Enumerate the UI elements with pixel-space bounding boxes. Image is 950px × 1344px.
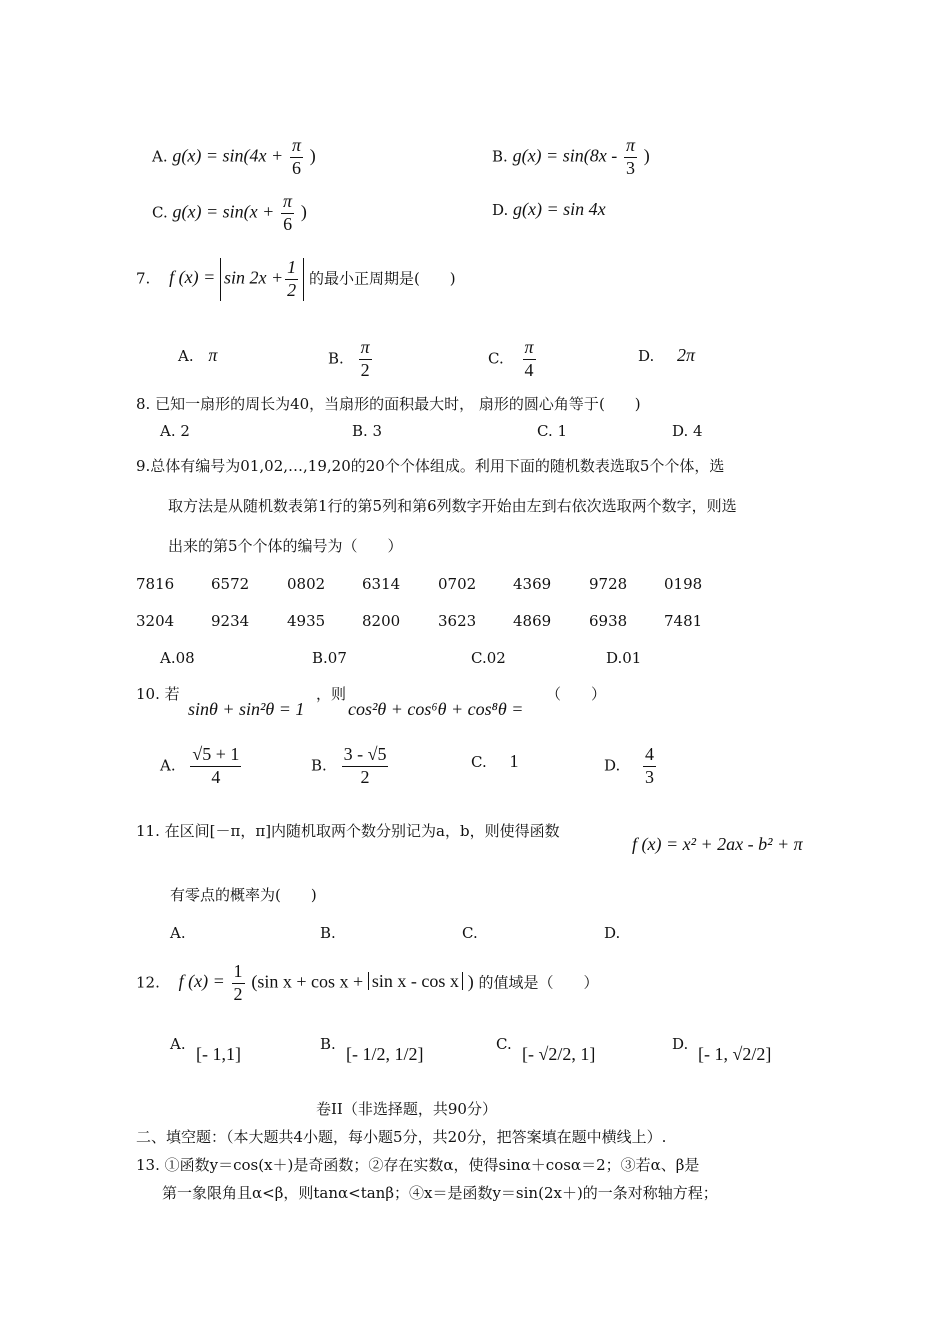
math-expr: (sin x + cos x +: [251, 971, 364, 992]
numerator: 1: [285, 258, 298, 280]
numerator: 3 - √5: [342, 745, 389, 767]
table-cell: 4369: [513, 575, 552, 593]
q12-option-b-value: [- 1/2, 1/2]: [346, 1044, 424, 1064]
q6-option-c: [152, 192, 307, 235]
denominator: 3: [645, 766, 655, 787]
math-expr: g(x) = sin(x +: [172, 201, 275, 222]
q9-stem-line2: 取方法是从随机数表第1行的第5列和第6列数字开始由左到右依次选取两个数字，则选: [168, 497, 737, 515]
table-cell: 7481: [664, 612, 703, 630]
numerator: π: [281, 192, 294, 214]
table-cell: 4869: [513, 612, 552, 630]
q11-option-d: D.: [604, 924, 621, 942]
option-label: C.: [471, 753, 487, 771]
q7-option-a: [178, 346, 217, 364]
denominator: 2: [287, 279, 297, 300]
absolute-value: sin x - cos x: [368, 972, 463, 990]
section-heading: 二、填空题：（本大题共4小题，每小题5分，共20分，把答案填在题中横线上）.: [136, 1128, 667, 1146]
q8-option-c: C. 1: [537, 422, 568, 440]
math-expr: sin 2x +: [224, 267, 284, 288]
fraction: [285, 258, 298, 301]
q7-option-d: [638, 346, 695, 364]
option-label: A.: [160, 756, 176, 775]
denominator: 2: [360, 766, 370, 787]
table-cell: 9234: [211, 612, 250, 630]
q10-expression: cos²θ + cos⁶θ + cos⁸θ =: [348, 699, 524, 719]
denominator: 6: [291, 157, 301, 178]
q12-option-c-label: C.: [496, 1035, 512, 1053]
option-label: D.: [492, 201, 509, 219]
q10-number: 10. 若: [136, 685, 180, 703]
q12-option-d-label: D.: [672, 1035, 689, 1053]
table-cell: 0802: [287, 575, 326, 593]
question-text: 的值域是（ ）: [478, 973, 599, 992]
q10-option-b: [311, 745, 390, 788]
fraction: [624, 136, 637, 179]
q10-option-a: [160, 745, 243, 788]
option-label: C.: [488, 349, 504, 368]
math-expr: ): [643, 145, 650, 166]
fraction: [190, 745, 241, 788]
fraction: [523, 338, 536, 381]
numerator: π: [523, 338, 536, 360]
q12-option-a-label: A.: [170, 1035, 186, 1053]
math-expr: π: [208, 345, 218, 365]
q8-stem: 8. 已知一扇形的周长为40，当扇形的面积最大时， 扇形的圆心角等于( ): [136, 395, 641, 413]
fraction: [643, 745, 656, 788]
numerator: 1: [232, 962, 245, 984]
denominator: 6: [283, 213, 293, 234]
math-expr: f (x) =: [178, 971, 225, 992]
question-number: 7.: [136, 269, 151, 288]
q12-option-c-value: [- √2/2, 1]: [522, 1044, 596, 1064]
q9-stem-line3: 出来的第5个个体的编号为（ ）: [168, 537, 403, 555]
q12-stem: [136, 962, 598, 1005]
math-expr: g(x) = sin(4x +: [172, 145, 284, 166]
q13-line2: 第一象限角且α<β，则tanα<tanβ；④x＝是函数y＝sin(2x＋)的一条对称轴方程；: [162, 1184, 718, 1202]
q11-option-b: B.: [320, 924, 336, 942]
option-label: D.: [604, 756, 621, 775]
table-cell: 0198: [664, 575, 703, 593]
q7-option-c: [488, 338, 538, 381]
q8-option-a: A. 2: [160, 422, 190, 440]
numerator: √5 + 1: [190, 745, 241, 767]
table-cell: 6572: [211, 575, 250, 593]
math-expr: ): [309, 145, 316, 166]
q10-option-d: [604, 745, 658, 788]
numerator: π: [624, 136, 637, 158]
q10-blank: （ ）: [546, 685, 607, 703]
q11-function: f (x) = x² + 2ax - b² + π: [632, 834, 803, 854]
denominator: 4: [524, 359, 534, 380]
table-cell: 0702: [438, 575, 477, 593]
table-cell: 7816: [136, 575, 175, 593]
math-expr: f (x) =: [169, 267, 216, 288]
option-label: B.: [328, 349, 344, 368]
table-cell: 3204: [136, 612, 175, 630]
q10-then: ，则: [316, 685, 347, 703]
table-cell: 3623: [438, 612, 477, 630]
numerator: 4: [643, 745, 656, 767]
q9-option-b: B.07: [312, 649, 347, 667]
option-label: C.: [152, 203, 168, 222]
math-expr: 1: [509, 751, 519, 771]
fraction: [232, 962, 245, 1005]
math-expr: ): [467, 971, 474, 992]
q9-option-c: C.02: [471, 649, 506, 667]
q7-stem: [136, 258, 456, 301]
math-expr: ): [300, 201, 307, 222]
q12-option-b-label: B.: [320, 1035, 336, 1053]
q12-option-d-value: [- 1, √2/2]: [698, 1044, 772, 1064]
q9-stem-line1: 9.总体有编号为01,02,…,19,20的20个个体组成。利用下面的随机数表选取5个个体，选: [136, 457, 725, 475]
table-cell: 4935: [287, 612, 326, 630]
denominator: 4: [211, 766, 221, 787]
option-label: A.: [178, 347, 194, 365]
math-expr: 2π: [677, 345, 696, 365]
q11-stem-line2: 有零点的概率为( ): [170, 886, 317, 904]
q11-option-a: A.: [170, 924, 186, 942]
q13-line1: 13. ①函数y＝cos(x＋)是奇函数；②存在实数α，使得sinα＋cosα＝2；③若α、β是: [136, 1156, 700, 1174]
option-label: B.: [492, 147, 508, 166]
fraction: [359, 338, 372, 381]
denominator: 2: [360, 359, 370, 380]
absolute-value: [220, 258, 304, 301]
q6-option-b: [492, 136, 650, 179]
fraction: [281, 192, 294, 235]
table-cell: 6314: [362, 575, 401, 593]
table-cell: 6938: [589, 612, 628, 630]
q6-option-a: [152, 136, 316, 179]
question-number: 12.: [136, 973, 160, 992]
q9-option-d: D.01: [606, 649, 642, 667]
option-label: D.: [638, 347, 655, 365]
q8-option-b: B. 3: [352, 422, 383, 440]
denominator: 3: [625, 157, 635, 178]
q10-condition: sinθ + sin²θ = 1: [188, 699, 305, 719]
fraction: [342, 745, 389, 788]
q12-option-a-value: [- 1,1]: [196, 1044, 241, 1064]
section-title: 卷II（非选择题，共90分）: [316, 1100, 497, 1118]
table-cell: 8200: [362, 612, 401, 630]
fraction: [290, 136, 303, 179]
q9-option-a: A.08: [160, 649, 195, 667]
q11-stem: 11. 在区间[－π，π]内随机取两个数分别记为a，b，则使得函数: [136, 822, 560, 840]
math-expr: g(x) = sin 4x: [513, 199, 606, 219]
q8-option-d: D. 4: [672, 422, 703, 440]
q6-option-d: [492, 200, 606, 218]
q10-option-c: [471, 752, 519, 770]
option-label: B.: [311, 756, 327, 775]
math-expr: g(x) = sin(8x -: [512, 145, 618, 166]
numerator: π: [290, 136, 303, 158]
option-label: A.: [152, 147, 168, 166]
q7-option-b: [328, 338, 374, 381]
q11-option-c: C.: [462, 924, 478, 942]
denominator: 2: [233, 983, 243, 1004]
numerator: π: [359, 338, 372, 360]
table-cell: 9728: [589, 575, 628, 593]
question-text: 的最小正周期是( ): [308, 269, 456, 288]
